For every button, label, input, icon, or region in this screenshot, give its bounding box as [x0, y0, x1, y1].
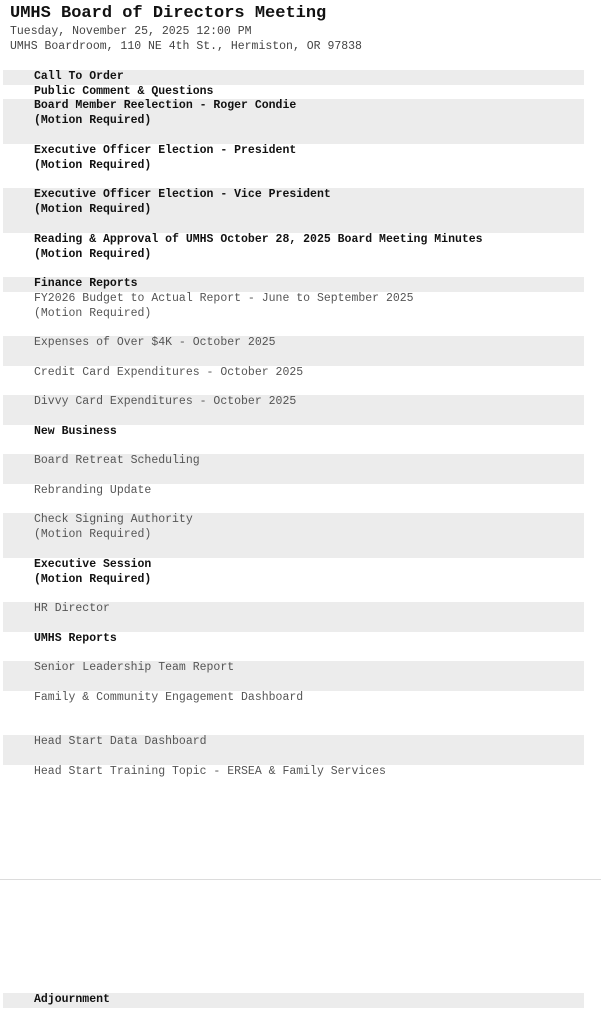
agenda-item-head-start-training [3, 765, 584, 794]
motion-required-note: (Motion Required) [34, 572, 152, 586]
agenda-item-adjournment [3, 993, 584, 1008]
meeting-datetime: Tuesday, November 25, 2025 12:00 PM [10, 25, 252, 38]
agenda-item-budget-report [3, 292, 584, 336]
section-heading: Executive Session [34, 558, 152, 571]
agenda-section-new-business [3, 425, 584, 454]
agenda-item-check-signing [3, 513, 584, 558]
motion-required-note: (Motion Required) [34, 158, 152, 172]
motion-required-note: (Motion Required) [34, 202, 152, 216]
agenda-item-label: Family & Community Engagement Dashboard [34, 691, 304, 704]
agenda-section-finance-reports [3, 277, 584, 292]
section-heading: Finance Reports [34, 277, 138, 290]
agenda-item-label: Head Start Data Dashboard [34, 735, 207, 748]
agenda-item-hr-director [3, 602, 584, 632]
agenda-item-label: Reading & Approval of UMHS October 28, 2025 Board Meeting Minutes [34, 233, 483, 246]
agenda-item-label: Rebranding Update [34, 484, 152, 497]
agenda-item-family-dashboard [3, 691, 584, 735]
agenda-section-umhs-reports [3, 632, 584, 661]
agenda-item-vice-president-election [3, 188, 584, 233]
agenda-item-label: Head Start Training Topic - ERSEA & Family Services [34, 765, 386, 778]
motion-required-note: (Motion Required) [34, 113, 152, 127]
agenda-item-reelection [3, 99, 584, 144]
agenda-item-label: Credit Card Expenditures - October 2025 [34, 366, 304, 379]
agenda-item-expenses [3, 336, 584, 366]
agenda-item-minutes-approval [3, 233, 584, 277]
agenda-item-label: Check Signing Authority [34, 513, 193, 526]
agenda-item-label: Call To Order [34, 70, 124, 83]
section-heading: New Business [34, 425, 117, 438]
meeting-location: UMHS Boardroom, 110 NE 4th St., Hermiston, OR 97838 [10, 40, 362, 53]
section-heading: UMHS Reports [34, 632, 117, 645]
agenda-section-executive-session [3, 558, 584, 602]
agenda-item-label: Executive Officer Election - President [34, 144, 297, 157]
agenda-list [3, 70, 584, 794]
agenda-item-label: Board Member Reelection - Roger Condie [34, 99, 297, 112]
agenda-item-label: Public Comment & Questions [34, 85, 214, 98]
agenda-item-label: Senior Leadership Team Report [34, 661, 235, 674]
agenda-item-divvy-card [3, 395, 584, 425]
meeting-title: UMHS Board of Directors Meeting [10, 4, 327, 23]
motion-required-note: (Motion Required) [34, 306, 152, 320]
agenda-item-label: HR Director [34, 602, 110, 615]
agenda-item-slt-report [3, 661, 584, 691]
agenda-item-label: FY2026 Budget to Actual Report - June to September 2025 [34, 292, 414, 305]
agenda-item-credit-card [3, 366, 584, 395]
motion-required-note: (Motion Required) [34, 527, 152, 541]
agenda-item-call-to-order [3, 70, 584, 85]
agenda-item-label: Adjournment [34, 993, 110, 1006]
motion-required-note: (Motion Required) [34, 247, 152, 261]
agenda-item-label: Divvy Card Expenditures - October 2025 [34, 395, 297, 408]
agenda-item-label: Expenses of Over $4K - October 2025 [34, 336, 276, 349]
agenda-item-label: Board Retreat Scheduling [34, 454, 200, 467]
agenda-item-label: Executive Officer Election - Vice President [34, 188, 331, 201]
agenda-item-public-comment [3, 85, 584, 99]
agenda-item-retreat [3, 454, 584, 484]
agenda-item-head-start-dashboard [3, 735, 584, 765]
agenda-item-president-election [3, 144, 584, 188]
agenda-item-rebranding [3, 484, 584, 513]
